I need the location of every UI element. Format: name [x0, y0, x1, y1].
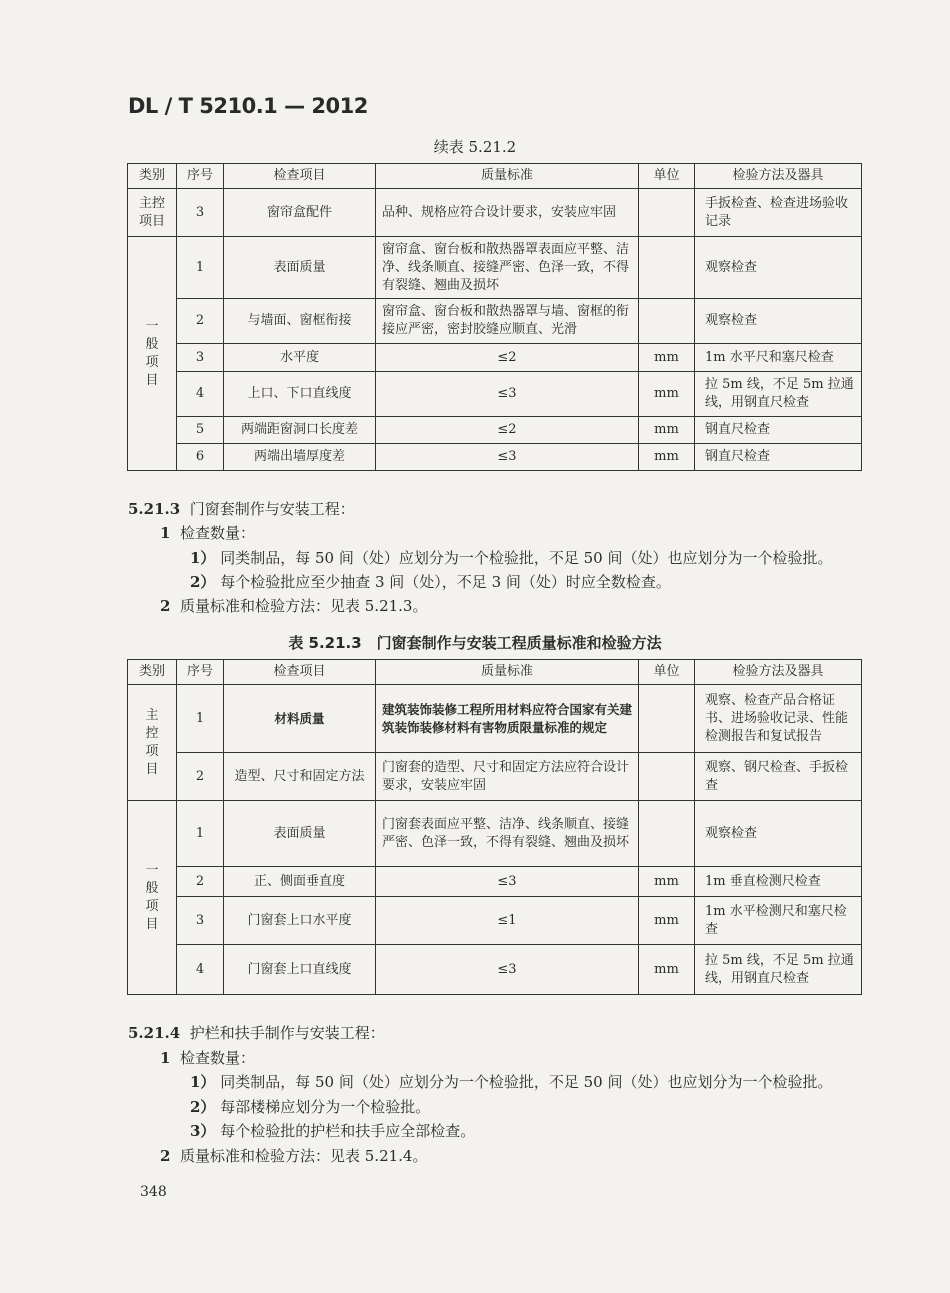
table-row — [128, 237, 862, 299]
clause-text: 质量标准和检验方法：见表 5.21.4。 — [179, 1147, 428, 1165]
subclause-number: 3） — [190, 1122, 216, 1140]
row-no: 2 — [177, 867, 224, 897]
group-char: 项 — [145, 354, 159, 370]
row-no: 1 — [177, 801, 224, 867]
subclause-text: 每个检验批的护栏和扶手应全部检查。 — [220, 1122, 476, 1140]
row-unit — [639, 189, 695, 237]
header-method: 检验方法及器具 — [695, 164, 862, 189]
row-standard: ≤3 — [376, 867, 639, 897]
row-no: 6 — [177, 444, 224, 471]
table-row — [128, 372, 862, 417]
row-item: 门窗套上口水平度 — [224, 897, 376, 945]
group-general — [128, 801, 177, 995]
row-no: 1 — [177, 685, 224, 753]
row-method: 观察、检查产品合格证书、进场验收记录、性能检测报告和复试报告 — [695, 685, 862, 753]
header-no: 序号 — [177, 164, 224, 189]
section-title: 护栏和扶手制作与安装工程： — [189, 1024, 385, 1042]
row-method: 拉 5m 线，不足 5m 拉通线，用钢直尺检查 — [695, 372, 862, 417]
row-unit: mm — [639, 444, 695, 471]
group-char: 控 — [145, 725, 159, 741]
header-method: 检验方法及器具 — [695, 660, 862, 685]
table1-caption: 续表 5.21.2 — [433, 138, 517, 156]
header-category: 类别 — [128, 164, 177, 189]
section-number: 5.21.4 — [128, 1024, 181, 1042]
group-main: 主控项目 — [128, 189, 177, 237]
table-row — [128, 685, 862, 753]
row-standard: ≤3 — [376, 945, 639, 995]
clause-number: 1 — [160, 1049, 171, 1067]
row-no: 1 — [177, 237, 224, 299]
row-method: 观察检查 — [695, 237, 862, 299]
table1 — [127, 163, 862, 471]
row-item: 两端距窗洞口长度差 — [224, 417, 376, 444]
row-item: 表面质量 — [224, 801, 376, 867]
section-5-21-3-heading — [128, 498, 355, 519]
section-title: 门窗套制作与安装工程： — [189, 500, 355, 518]
row-standard: 窗帘盒、窗台板和散热器罩表面应平整、洁净、线条顺直、接缝严密、色泽一致，不得有裂缝、翘曲及损坏 — [376, 237, 639, 299]
row-standard: ≤1 — [376, 897, 639, 945]
table-row — [128, 444, 862, 471]
group-char: 目 — [145, 916, 159, 932]
row-standard: 品种、规格应符合设计要求，安装应牢固 — [376, 189, 639, 237]
row-standard: 门窗套的造型、尺寸和固定方法应符合设计要求，安装应牢固 — [376, 753, 639, 801]
row-method: 钢直尺检查 — [695, 444, 862, 471]
row-no: 2 — [177, 753, 224, 801]
row-standard: ≤2 — [376, 344, 639, 372]
header-unit: 单位 — [639, 660, 695, 685]
row-item: 门窗套上口直线度 — [224, 945, 376, 995]
table-header-row — [128, 660, 862, 685]
page-number: 348 — [140, 1184, 167, 1200]
clause-text: 质量标准和检验方法：见表 5.21.3。 — [179, 597, 428, 615]
group-char: 一 — [145, 318, 159, 334]
group-char: 一 — [145, 862, 159, 878]
section-5-21-4-heading — [128, 1022, 385, 1043]
subclause-number: 1） — [190, 1073, 216, 1091]
clause-text: 检查数量： — [179, 1049, 255, 1067]
group-char: 般 — [145, 880, 159, 896]
table2-caption: 表 5.21.3 门窗套制作与安装工程质量标准和检验方法 — [288, 634, 662, 652]
row-unit — [639, 237, 695, 299]
row-standard: ≤3 — [376, 372, 639, 417]
row-method: 观察、钢尺检查、手扳检查 — [695, 753, 862, 801]
row-method: 拉 5m 线，不足 5m 拉通线，用钢直尺检查 — [695, 945, 862, 995]
row-no: 5 — [177, 417, 224, 444]
row-unit: mm — [639, 417, 695, 444]
clause-2 — [160, 1145, 427, 1166]
header-standard: 质量标准 — [376, 660, 639, 685]
subclause-number: 2） — [190, 573, 216, 591]
subclause-text: 每个检验批应至少抽查 3 间（处），不足 3 间（处）时应全数检查。 — [220, 573, 671, 591]
clause-number: 2 — [160, 597, 171, 615]
row-item: 材料质量 — [224, 685, 376, 753]
row-item: 窗帘盒配件 — [224, 189, 376, 237]
header-standard: 质量标准 — [376, 164, 639, 189]
table-row — [128, 897, 862, 945]
group-char: 项 — [145, 743, 159, 759]
subclause-text: 同类制品，每 50 间（处）应划分为一个检验批，不足 50 间（处）也应划分为一个检验批。 — [220, 549, 833, 567]
group-char: 目 — [145, 372, 159, 388]
subclause-1 — [190, 547, 832, 568]
row-unit: mm — [639, 897, 695, 945]
row-unit: mm — [639, 945, 695, 995]
row-method: 1m 垂直检测尺检查 — [695, 867, 862, 897]
subclause-number: 2） — [190, 1098, 216, 1116]
row-no: 4 — [177, 372, 224, 417]
header-no: 序号 — [177, 660, 224, 685]
subclause-2 — [190, 1096, 430, 1117]
row-unit — [639, 801, 695, 867]
table-row — [128, 299, 862, 344]
row-no: 2 — [177, 299, 224, 344]
row-unit: mm — [639, 344, 695, 372]
row-standard: 门窗套表面应平整、洁净、线条顺直、接缝严密、色泽一致，不得有裂缝、翘曲及损坏 — [376, 801, 639, 867]
row-method: 手扳检查、检查进场验收记录 — [695, 189, 862, 237]
page-header: DL / T 5210.1 — 2012 — [128, 94, 368, 118]
section-number: 5.21.3 — [128, 500, 181, 518]
row-no: 4 — [177, 945, 224, 995]
clause-number: 2 — [160, 1147, 171, 1165]
group-char: 主 — [145, 707, 159, 723]
table-row — [128, 753, 862, 801]
row-unit: mm — [639, 867, 695, 897]
clause-text: 检查数量： — [179, 524, 255, 542]
header-item: 检查项目 — [224, 660, 376, 685]
row-standard: 窗帘盒、窗台板和散热器罩与墙、窗框的衔接应严密，密封胶缝应顺直、光滑 — [376, 299, 639, 344]
row-item: 正、侧面垂直度 — [224, 867, 376, 897]
row-standard: 建筑装饰装修工程所用材料应符合国家有关建筑装饰装修材料有害物质限量标准的规定 — [376, 685, 639, 753]
row-standard: ≤2 — [376, 417, 639, 444]
row-item: 与墙面、窗框衔接 — [224, 299, 376, 344]
subclause-text: 同类制品，每 50 间（处）应划分为一个检验批，不足 50 间（处）也应划分为一个检验批。 — [220, 1073, 833, 1091]
row-method: 观察检查 — [695, 801, 862, 867]
clause-2 — [160, 595, 427, 616]
group-general — [128, 237, 177, 471]
table-row — [128, 417, 862, 444]
table-row — [128, 945, 862, 995]
header-item: 检查项目 — [224, 164, 376, 189]
row-item: 上口、下口直线度 — [224, 372, 376, 417]
row-method: 1m 水平尺和塞尺检查 — [695, 344, 862, 372]
row-method: 1m 水平检测尺和塞尺检查 — [695, 897, 862, 945]
row-unit — [639, 299, 695, 344]
row-no: 3 — [177, 189, 224, 237]
row-unit — [639, 685, 695, 753]
row-no: 3 — [177, 344, 224, 372]
row-unit — [639, 753, 695, 801]
row-standard: ≤3 — [376, 444, 639, 471]
table-header-row — [128, 164, 862, 189]
table-row — [128, 344, 862, 372]
header-category: 类别 — [128, 660, 177, 685]
table-row — [128, 867, 862, 897]
clause-1 — [160, 1047, 255, 1068]
subclause-number: 1） — [190, 549, 216, 567]
row-method: 观察检查 — [695, 299, 862, 344]
group-char: 项 — [145, 898, 159, 914]
row-item: 水平度 — [224, 344, 376, 372]
subclause-2 — [190, 571, 671, 592]
row-item: 表面质量 — [224, 237, 376, 299]
group-main — [128, 685, 177, 801]
table2 — [127, 659, 862, 995]
row-method: 钢直尺检查 — [695, 417, 862, 444]
subclause-1 — [190, 1071, 832, 1092]
row-unit: mm — [639, 372, 695, 417]
header-unit: 单位 — [639, 164, 695, 189]
row-item: 造型、尺寸和固定方法 — [224, 753, 376, 801]
table-row — [128, 189, 862, 237]
clause-1 — [160, 522, 255, 543]
subclause-text: 每部楼梯应划分为一个检验批。 — [220, 1098, 431, 1116]
clause-number: 1 — [160, 524, 171, 542]
table-row — [128, 801, 862, 867]
group-char: 般 — [145, 336, 159, 352]
subclause-3 — [190, 1120, 475, 1141]
group-char: 目 — [145, 761, 159, 777]
row-no: 3 — [177, 897, 224, 945]
row-item: 两端出墙厚度差 — [224, 444, 376, 471]
